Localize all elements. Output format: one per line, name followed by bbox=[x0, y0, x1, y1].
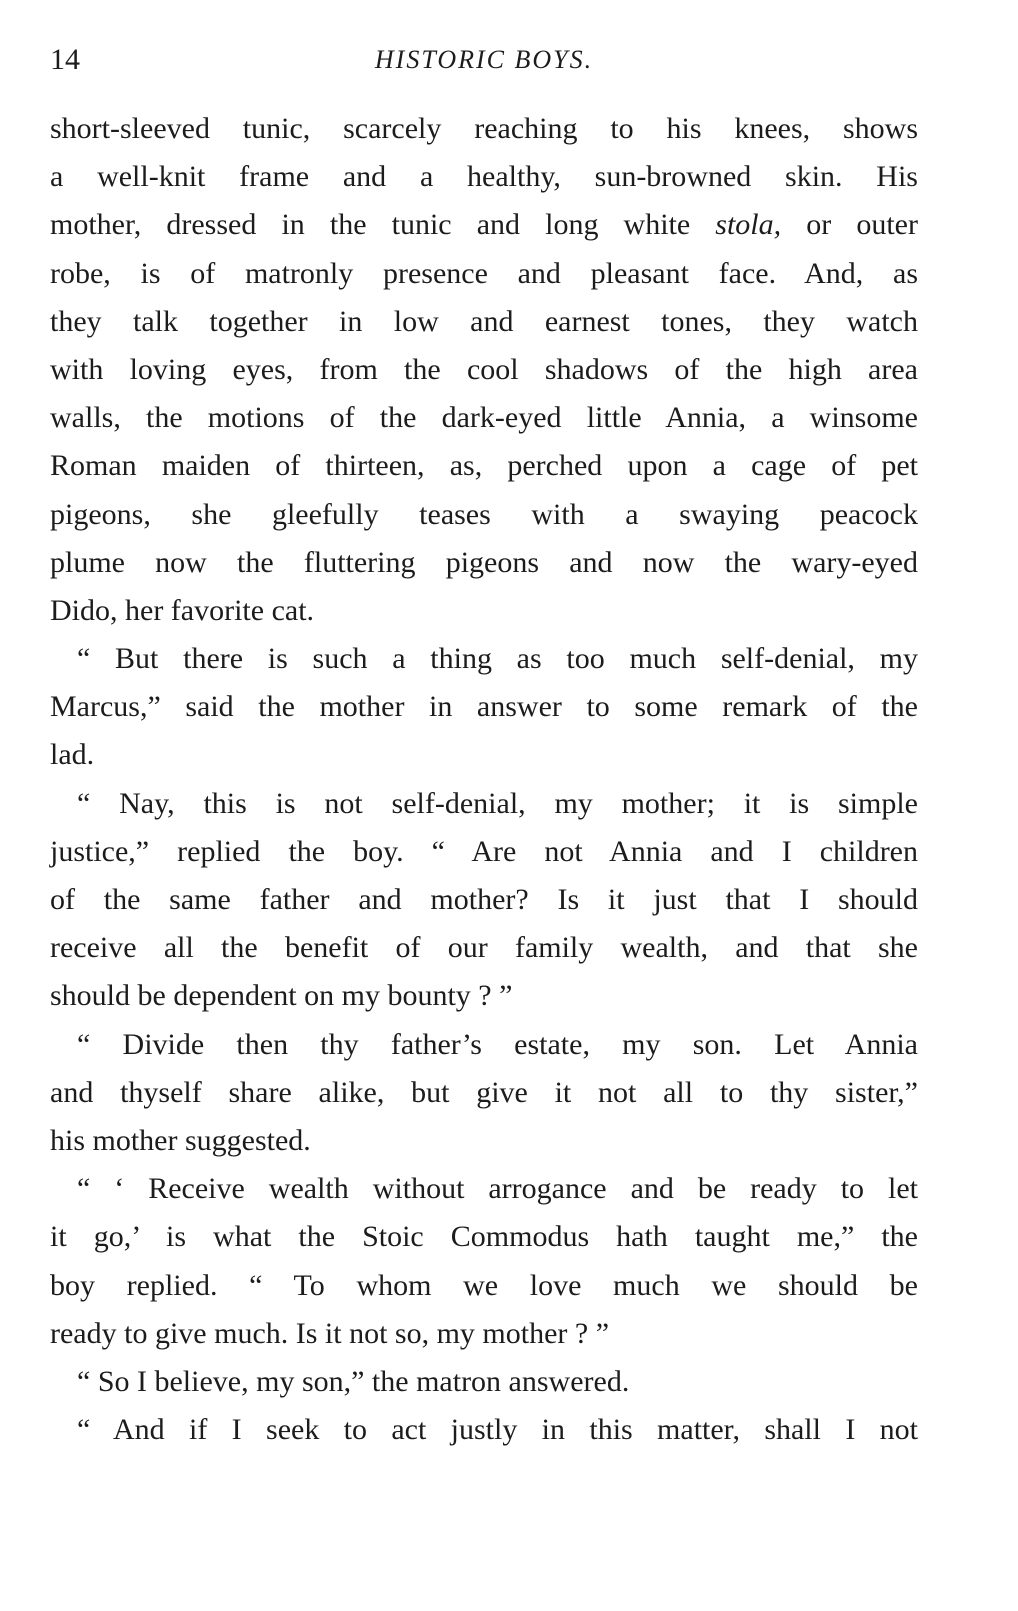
body-text bbox=[50, 105, 918, 1454]
page-header bbox=[50, 40, 918, 80]
text-line: boy replied. “ To whom we love much we should be bbox=[50, 1268, 918, 1302]
text-line: it go,’ is what the Stoic Commodus hath taught me,” the bbox=[50, 1220, 918, 1254]
text-line: robe, is of matronly presence and pleasant face. And, as bbox=[50, 256, 918, 290]
text-line: lad. bbox=[50, 738, 95, 772]
text-line: with loving eyes, from the cool shadows of the high area bbox=[50, 352, 918, 386]
text-line: walls, the motions of the dark-eyed little Annia, a winsome bbox=[50, 401, 918, 435]
text-line: Marcus,” said the mother in answer to some remark of the bbox=[50, 690, 918, 724]
text-line: of the same father and mother? Is it just that I should bbox=[50, 883, 918, 916]
text-line: “ Divide then thy father’s estate, my son. Let Annia bbox=[77, 1027, 918, 1061]
text-line: Roman maiden of thirteen, as, perched upon a cage of pet bbox=[50, 449, 918, 483]
italic-word: stola, bbox=[715, 208, 782, 242]
text-line: receive all the benefit of our family wealth, and that she bbox=[50, 931, 918, 965]
text-line: “ ‘ Receive wealth without arrogance and be ready to let bbox=[77, 1172, 918, 1206]
text-segment: or outer bbox=[781, 208, 918, 242]
text-line: his mother suggested. bbox=[50, 1123, 311, 1157]
text-line: should be dependent on my bounty ? ” bbox=[50, 979, 513, 1013]
text-line: they talk together in low and earnest tones, they watch bbox=[50, 304, 918, 338]
page-number: 14 bbox=[50, 43, 80, 76]
text-line: ready to give much. Is it not so, my mother ? ” bbox=[50, 1316, 610, 1350]
text-line: “ But there is such a thing as too much self-denial, my bbox=[77, 642, 918, 676]
running-head: HISTORIC BOYS. bbox=[374, 45, 594, 74]
text-line: justice,” replied the boy. “ Are not Annia and I children bbox=[50, 834, 918, 868]
text-line: pigeons, she gleefully teases with a swaying peacock bbox=[50, 497, 918, 531]
text-line: short-sleeved tunic, scarcely reaching to his knees, shows bbox=[50, 112, 918, 145]
text-line bbox=[50, 201, 918, 249]
text-line: and thyself share alike, but give it not all to thy sister,” bbox=[50, 1075, 918, 1109]
text-line: a well-knit frame and a healthy, sun-browned skin. His bbox=[50, 160, 918, 194]
text-line: “ So I believe, my son,” the matron answered. bbox=[77, 1364, 630, 1398]
text-line: “ Nay, this is not self-denial, my mother; it is simple bbox=[77, 786, 918, 820]
text-segment: mother, dressed in the tunic and long white bbox=[50, 208, 716, 242]
text-line: Dido, her favorite cat. bbox=[50, 593, 315, 627]
text-line: plume now the fluttering pigeons and now the wary-eyed bbox=[50, 545, 918, 579]
text-line: “ And if I seek to act justly in this matter, shall I not bbox=[77, 1413, 918, 1447]
